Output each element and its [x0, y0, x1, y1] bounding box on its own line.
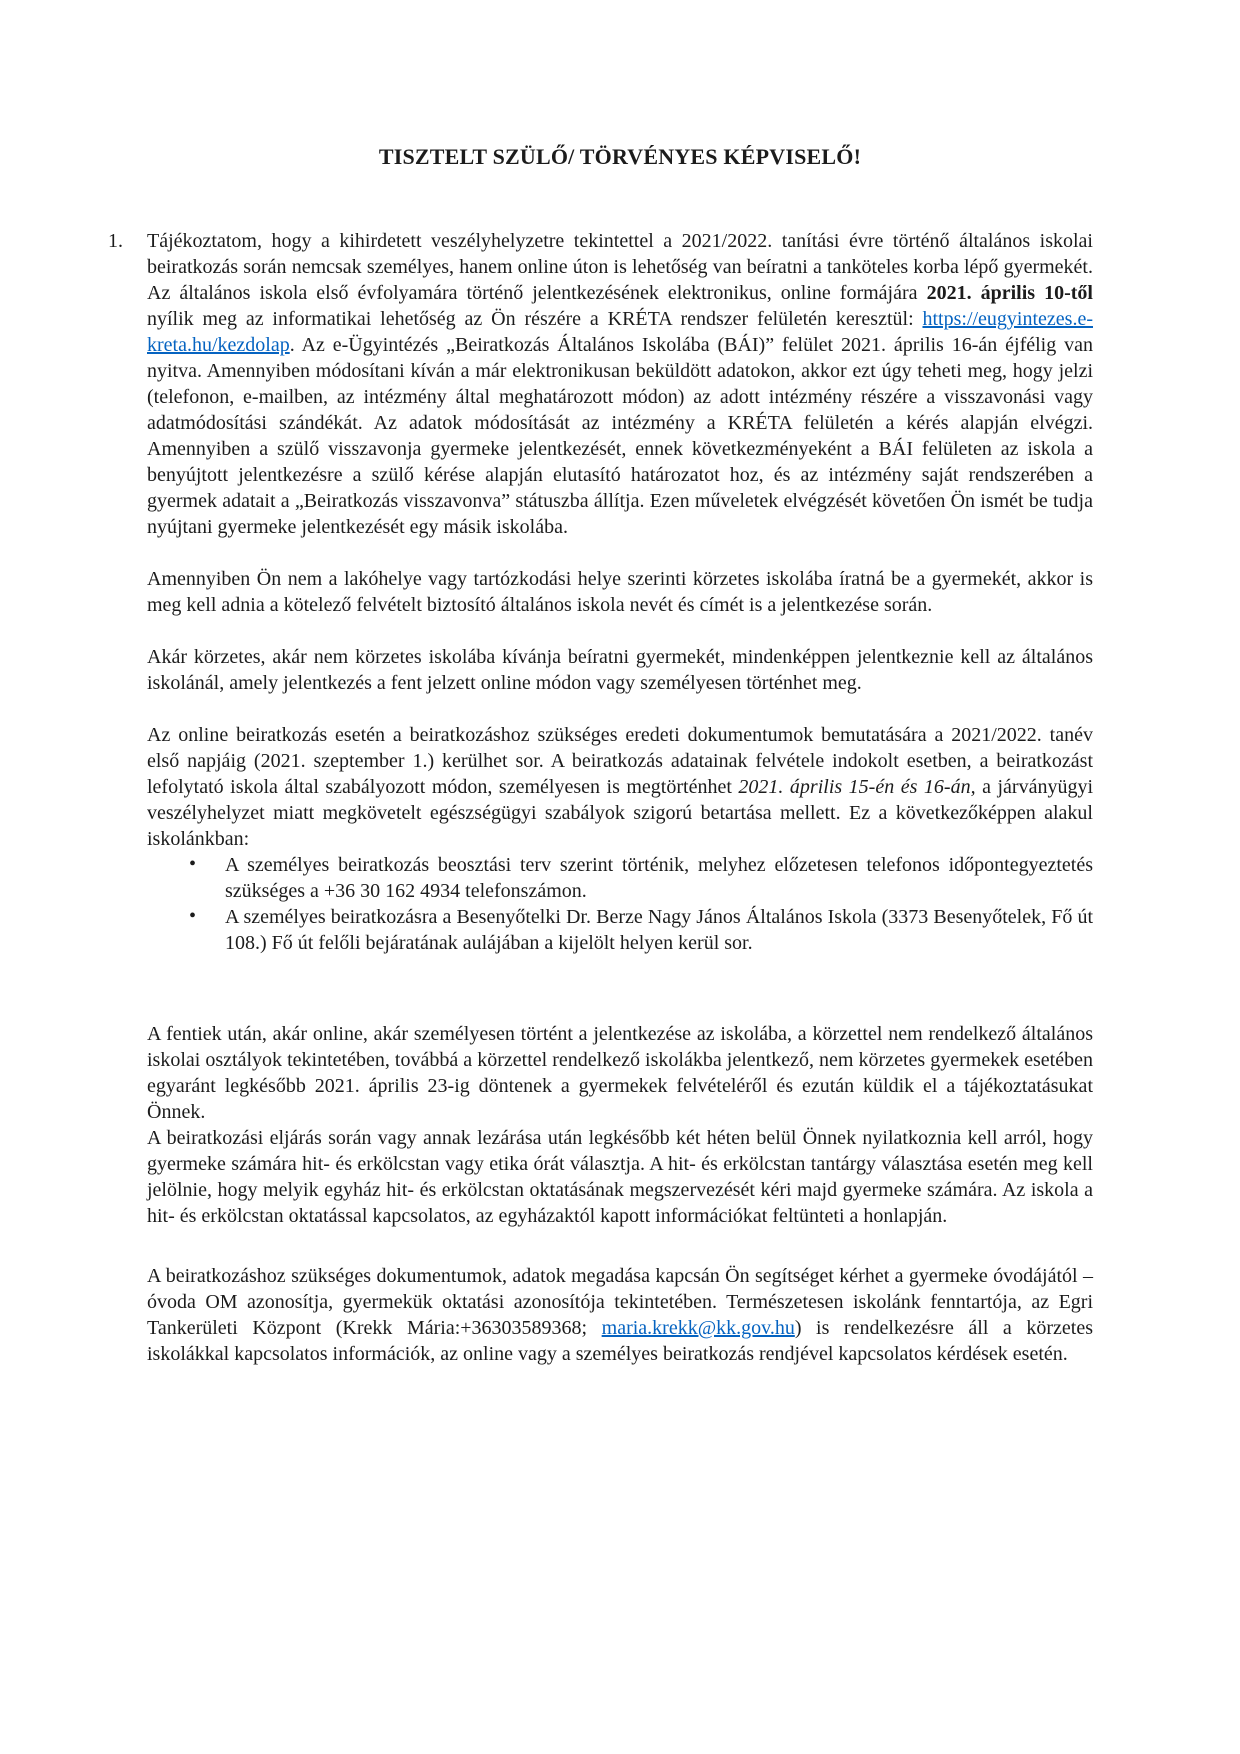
- paragraph-must-apply: [147, 644, 1093, 696]
- hyperlink[interactable]: https://eugyintezes.e-kreta.hu/kezdolap: [147, 308, 1093, 356]
- bullet-list: [147, 852, 1093, 956]
- bullet-icon: •: [189, 905, 197, 927]
- list-item: [147, 852, 1093, 904]
- bullet-icon: •: [189, 853, 197, 875]
- paragraph-intro-enrollment: [147, 228, 1093, 540]
- paragraph-online-enrollment-documents: [147, 722, 1093, 852]
- text-run: Az online beiratkozás esetén a beiratkozáshoz szükséges eredeti dokumentumok bemutatására a 2021/2022. tanév első napjáig (2021. szeptember 1.) kerülhet sor. A beiratkozás adatainak felvétele indokolt esetben, a beiratkozást lefolytató iskola által szabályozott módon, személyesen is megtörténhet: [147, 724, 1093, 798]
- text-run: A személyes beiratkozás beosztási terv szerint történik, melyhez előzetesen telefonos időpontegyeztetés szükséges a +36 30 162 4934 telefonszámon.: [225, 854, 1093, 902]
- numbered-list-item: [108, 228, 1093, 540]
- paragraph-non-district-school: [147, 566, 1093, 618]
- paragraph-ethics-religion-choice: [147, 1125, 1093, 1229]
- text-run: ) is rendelkezésre áll a körzetes iskolákkal kapcsolatos információk, az online vagy a személyes beiratkozás rendjével kapcsolatos kérdések esetén.: [147, 1317, 1093, 1365]
- paragraph-help-contacts: [147, 1263, 1093, 1367]
- list-item: [147, 904, 1093, 956]
- text-run: 2021. április 15-én és 16-án,: [738, 776, 976, 798]
- text-run: A fentiek után, akár online, akár személyesen történt a jelentkezése az iskolába, a körzettel nem rendelkező általános iskolai osztályok tekintetében, továbbá a körzettel rendelkező iskolákba jelentkező, nem körzetes gyermekek esetében egyaránt legkésőbb 2021. április 23-ig döntenek a gyermekek felvételéről és ezután küldik el a tájékoztatásukat Önnek.: [147, 1023, 1093, 1123]
- bullet-text-phone-appointment: [225, 854, 1093, 902]
- text-run: A beiratkozási eljárás során vagy annak lezárása után legkésőbb két héten belül Önnek nyilatkoznia kell arról, hogy gyermeke számára hit- és erkölcstan vagy etika órát választja. A hit- és erkölcstan tantárgy választása esetén meg kell jelölnie, hogy melyik egyház hit- és erkölcstan oktatásának megszervezését kéri majd gyermeke számára. Az iskola a hit- és erkölcstan oktatással kapcsolatos, az egyházaktól kapott információkat feltünteti a honlapján.: [147, 1127, 1093, 1227]
- text-run: a járványügyi veszélyhelyzet miatt megkövetelt egészségügyi szabályok szigorú betartása mellett. Ez a következőképpen alakul iskolánkban:: [147, 776, 1093, 850]
- text-run: nyílik meg az informatikai lehetőség az Ön részére a KRÉTA rendszer felületén keresztül:: [147, 308, 923, 330]
- text-run: 2021. április 10-től: [926, 282, 1093, 304]
- text-run: Amennyiben Ön nem a lakóhelye vagy tartózkodási helye szerinti körzetes iskolába íratná be a gyermekét, akkor is meg kell adnia a kötelező felvételt biztosító általános iskola nevét és címét is a jelentkezése során.: [147, 568, 1093, 616]
- paragraph-admission-decision: [147, 1021, 1093, 1125]
- list-number: 1.: [108, 230, 123, 252]
- document-body: [108, 228, 1093, 1367]
- text-run: Akár körzetes, akár nem körzetes iskolába kívánja beíratni gyermekét, mindenképpen jelentkeznie kell az általános iskolánál, amely jelentkezés a fent jelzett online módon vagy személyesen történhet meg.: [147, 646, 1093, 694]
- text-run: A személyes beiratkozásra a Besenyőtelki Dr. Berze Nagy János Általános Iskola (3373 Besenyőtelek, Fő út 108.) Fő út felőli bejáratának aulájában a kijelölt helyen kerül sor.: [225, 906, 1093, 954]
- bullet-text-school-location: [225, 906, 1093, 954]
- hyperlink[interactable]: maria.krekk@kk.gov.hu: [601, 1317, 795, 1339]
- document-title: TISZTELT SZÜLŐ/ TÖRVÉNYES KÉPVISELŐ!: [378, 144, 862, 169]
- text-run: A beiratkozáshoz szükséges dokumentumok, adatok megadása kapcsán Ön segítséget kérhet a gyermeke óvodájától – óvoda OM azonosítja, gyermekük oktatási azonosítója tekintetében. Természetesen iskolánk fenntartója, az Egri Tankerületi Központ (Krekk Mária:+36303589368;: [147, 1265, 1093, 1339]
- text-run: Tájékoztatom, hogy a kihirdetett veszélyhelyzetre tekintettel a 2021/2022. tanítási évre történő általános iskolai beiratkozás során nemcsak személyes, hanem online úton is lehetőség van beíratni a tanköteles korba lépő gyermekét. Az általános iskola első évfolyamára történő jelentkezésének elektronikus, online formájára: [147, 230, 1093, 304]
- text-run: . Az e-Ügyintézés „Beiratkozás Általános Iskolába (BÁI)” felület 2021. április 16-án éjfélig van nyitva. Amennyiben módosítani kíván a már elektronikusan beküldött adatokon, akkor ezt úgy teheti meg, hogy jelzi (telefonon, e-mailben, az intézmény által meghatározott módon) az adott intézmény részére a visszavonási vagy adatmódosítási szándékát. Az adatok módosítását az intézmény a KRÉTA felületén a kérés alapján elvégzi. Amennyiben a szülő visszavonja gyermeke jelentkezését, ennek következményeként a BÁI felületen az iskola a benyújtott jelentkezésre a szülő kérése alapján elutasító határozatot hoz, és az intézmény saját rendszerében a gyermek adatait a „Beiratkozás visszavonva” státuszba állítja. Ezen műveletek elvégzését követően Ön ismét be tudja nyújtani gyermeke jelentkezését egy másik iskolába.: [147, 334, 1093, 538]
